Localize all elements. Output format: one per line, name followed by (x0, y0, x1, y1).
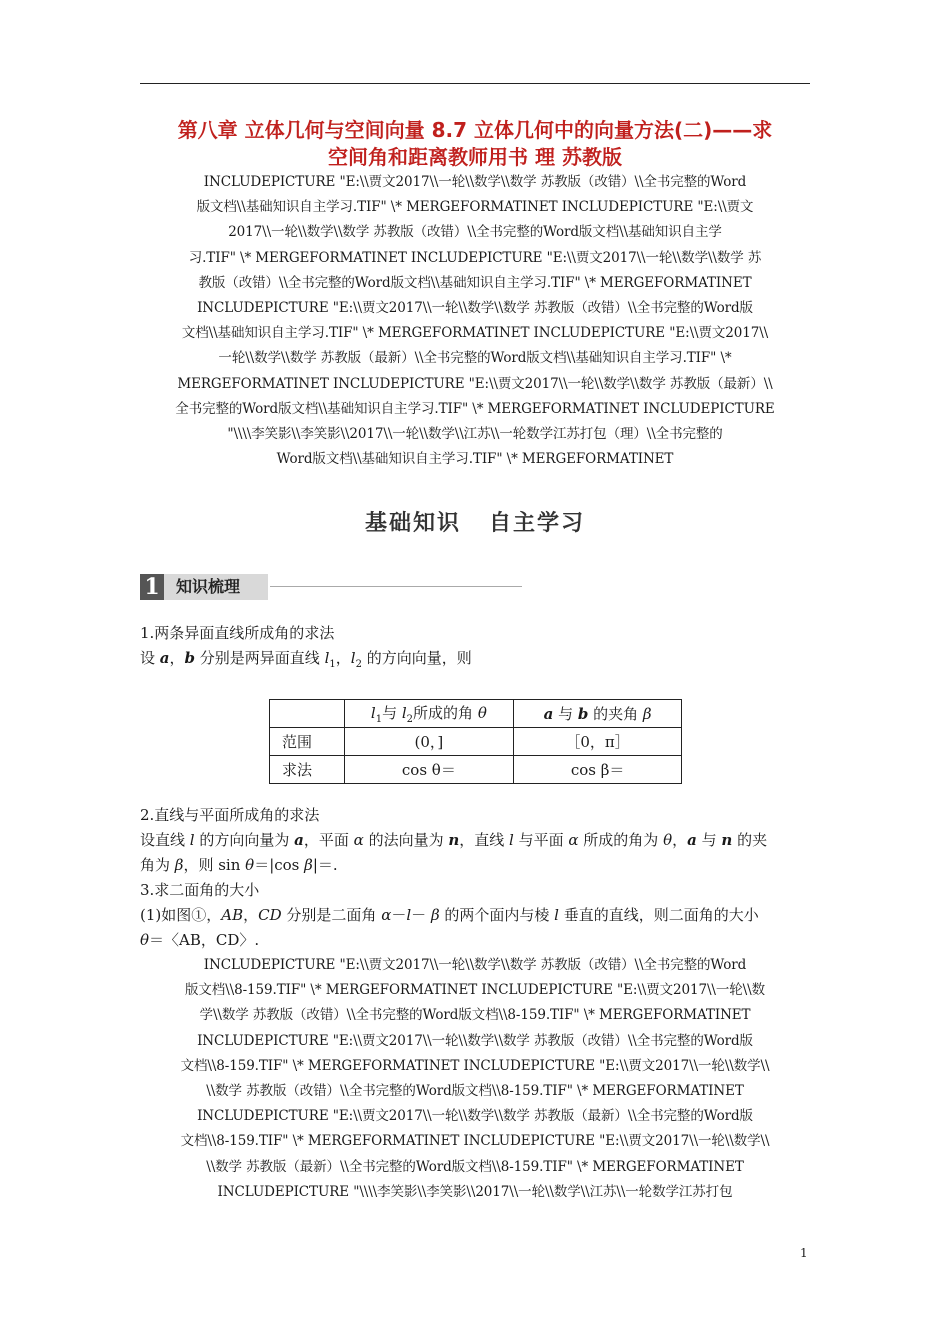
field-code-line: 全书完整的Word版文档\\基础知识自主学习.TIF" \* MERGEFORMATINET INCLUDEPICTURE (175, 400, 775, 417)
section-2-line-1: 设直线 l 的方向向量为 a，平面 α 的法向量为 n，直线 l 与平面 α 所成的角为 θ，a 与 n 的夹 (140, 831, 768, 849)
field-code-line: "\\\\李笑影\\李笑影\\2017\\一轮\\数学\\江苏\\一轮数学江苏打包（理）\\全书完整的 (227, 426, 723, 443)
table-row (270, 728, 682, 756)
angle-table (269, 699, 682, 784)
field-code-line: \\数学 苏教版（改错）\\全书完整的Word版文档\\8-159.TIF" \* MERGEFORMATINET (206, 1083, 744, 1100)
table-row-label: 范围 (270, 728, 345, 756)
field-code-line: 文档\\8-159.TIF" \* MERGEFORMATINET INCLUDEPICTURE "E:\\贾文2017\\一轮\\数学\\ (180, 1133, 770, 1150)
page-number: 1 (800, 1246, 808, 1260)
field-code-line: 文档\\基础知识自主学习.TIF" \* MERGEFORMATINET INCLUDEPICTURE "E:\\贾文2017\\ (181, 325, 769, 342)
field-code-line: 学\\数学 苏教版（改错）\\全书完整的Word版文档\\8-159.TIF" \* MERGEFORMATINET (199, 1007, 751, 1024)
section-1-intro: 设 a，b 分别是两异面直线 $l_1$，$l_2$ 的方向向量，则 (140, 649, 472, 670)
header-rule (140, 83, 810, 84)
banner-number: 1 (140, 574, 164, 600)
table-header-row (270, 700, 682, 728)
field-code-line: INCLUDEPICTURE "E:\\贾文2017\\一轮\\数学\\数学 苏教版（改错）\\全书完整的Word版 (197, 300, 753, 317)
document-title (140, 117, 810, 171)
field-code-block-1 (140, 170, 810, 472)
section-2-line-2: 角为 β，则 sin θ＝|cos β|＝. (140, 856, 338, 874)
section-3-heading: 3.求二面角的大小 (140, 881, 260, 899)
field-code-line: \\数学 苏教版（最新）\\全书完整的Word版文档\\8-159.TIF" \* MERGEFORMATINET (206, 1158, 744, 1175)
table-cell: ［0，π］ (514, 728, 682, 756)
field-code-line: INCLUDEPICTURE "E:\\贾文2017\\一轮\\数学\\数学 苏教版（改错）\\全书完整的Word (203, 174, 747, 190)
field-code-line: 教版（改错）\\全书完整的Word版文档\\基础知识自主学习.TIF" \* MERGEFORMATINET (198, 274, 752, 291)
table-cell: cos β＝ (514, 756, 682, 784)
field-code-line: 文档\\8-159.TIF" \* MERGEFORMATINET INCLUDEPICTURE "E:\\贾文2017\\一轮\\数学\\ (180, 1057, 770, 1074)
field-code-line: 版文档\\基础知识自主学习.TIF" \* MERGEFORMATINET INCLUDEPICTURE "E:\\贾文 (196, 199, 754, 216)
table-row (270, 756, 682, 784)
table-header-cell: $l_1$与 $l_2$所成的角 θ (344, 700, 514, 728)
field-code-line: INCLUDEPICTURE "E:\\贾文2017\\一轮\\数学\\数学 苏教版（改错）\\全书完整的Word (203, 957, 747, 973)
section-heading-part: 自主学习 (489, 511, 586, 536)
field-code-line: 一轮\\数学\\数学 苏教版（最新）\\全书完整的Word版文档\\基础知识自主学习.TIF" \* (218, 350, 732, 367)
field-code-line: Word版文档\\基础知识自主学习.TIF" \* MERGEFORMATINET (276, 451, 674, 468)
table-header-cell: a 与 b 的夹角 β (514, 700, 682, 728)
knowledge-banner (140, 574, 522, 600)
field-code-line: 习.TIF" \* MERGEFORMATINET INCLUDEPICTURE "E:\\贾文2017\\一轮\\数学\\数学 苏 (188, 249, 762, 266)
table-cell (270, 700, 345, 728)
section-2-heading: 2.直线与平面所成角的求法 (140, 806, 320, 824)
title-line-1: 第八章 立体几何与空间向量 8.7 立体几何中的向量方法(二)——求 (177, 118, 773, 142)
table-cell: (0，] (344, 728, 514, 756)
field-code-line: INCLUDEPICTURE "\\\\李笑影\\李笑影\\2017\\一轮\\数学\\江苏\\一轮数学江苏打包 (217, 1183, 733, 1200)
section-heading (140, 506, 810, 537)
table-cell: cos θ＝ (344, 756, 514, 784)
section-3-line-2: θ＝〈AB，CD〉. (140, 931, 260, 949)
field-code-line: MERGEFORMATINET INCLUDEPICTURE "E:\\贾文2017\\一轮\\数学\\数学 苏教版（最新）\\ (177, 375, 773, 392)
field-code-line: INCLUDEPICTURE "E:\\贾文2017\\一轮\\数学\\数学 苏教版（改错）\\全书完整的Word版 (197, 1032, 753, 1049)
section-heading-part: 基础知识 (364, 511, 461, 536)
banner-label: 知识梳理 (176, 577, 241, 596)
table-row-label: 求法 (270, 756, 345, 784)
field-code-block-2 (140, 953, 810, 1205)
field-code-line: 2017\\一轮\\数学\\数学 苏教版（改错）\\全书完整的Word版文档\\基础知识自主学 (228, 224, 722, 241)
section-1-heading: 1.两条异面直线所成角的求法 (140, 624, 335, 642)
field-code-line: INCLUDEPICTURE "E:\\贾文2017\\一轮\\数学\\数学 苏教版（最新）\\全书完整的Word版 (197, 1108, 753, 1125)
section-3-line-1: (1)如图①，AB，CD 分别是二面角 α－l－ β 的两个面内与棱 l 垂直的直线，则二面角的大小 (140, 906, 759, 924)
banner-divider (270, 586, 522, 587)
field-code-line: 版文档\\8-159.TIF" \* MERGEFORMATINET INCLUDEPICTURE "E:\\贾文2017\\一轮\\数 (185, 982, 765, 999)
title-line-2: 空间角和距离教师用书 理 苏教版 (328, 145, 622, 169)
